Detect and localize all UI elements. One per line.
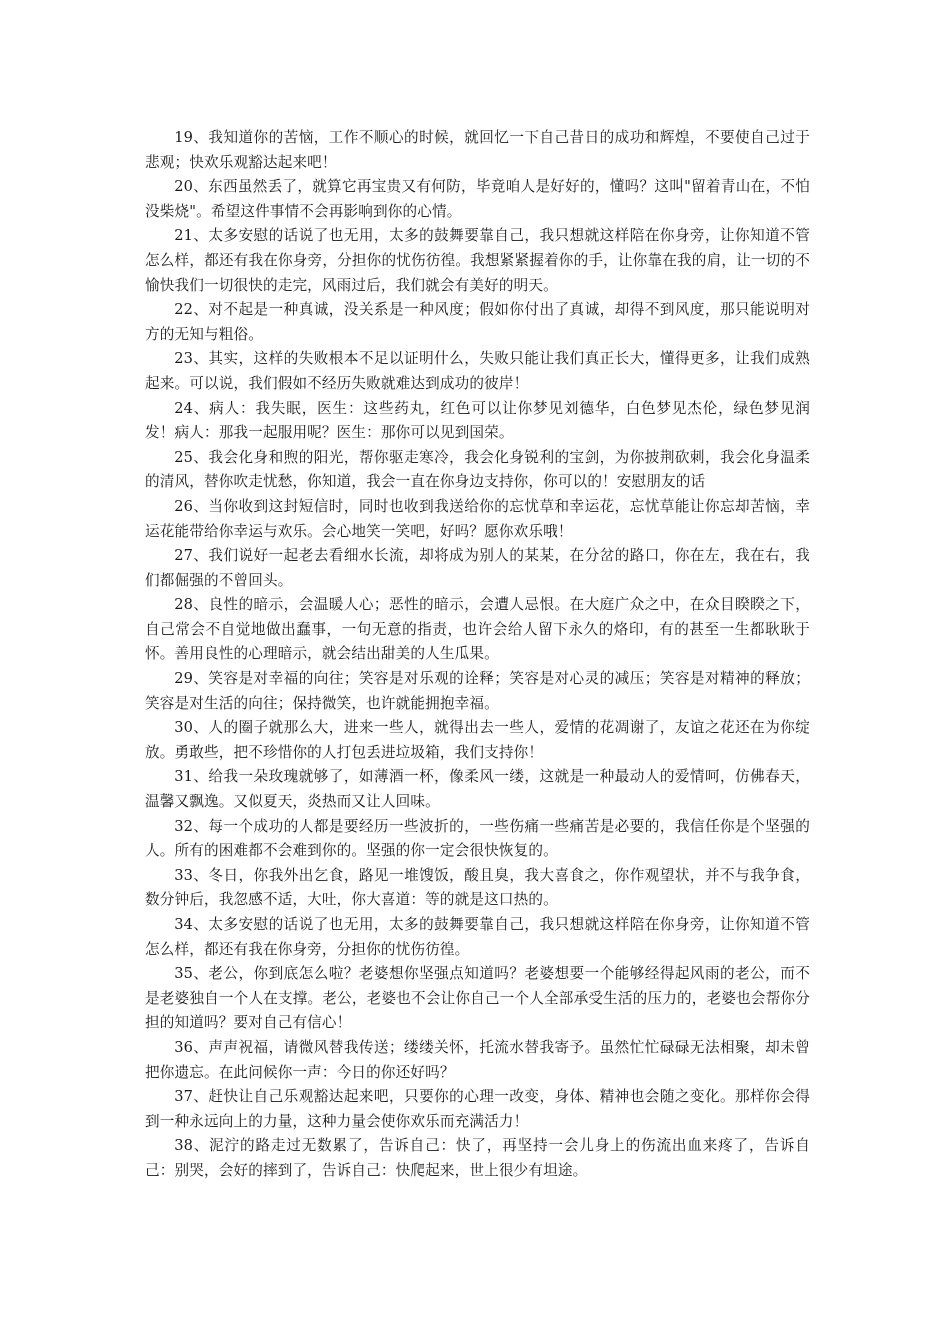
paragraph-34: 34、太多安慰的话说了也无用，太多的鼓舞要靠自己，我只想就这样陪在你身旁，让你知道不管怎么样，都还有我在你身旁，分担你的忧伤彷徨。 bbox=[145, 916, 810, 958]
paragraph-20: 20、东西虽然丢了，就算它再宝贵又有何防，毕竟咱人是好好的，懂吗？这叫"留着青山在，不怕没柴烧"。希望这件事情不会再影响到你的心情。 bbox=[145, 178, 810, 220]
paragraph-28: 28、良性的暗示，会温暖人心；恶性的暗示，会遭人忌恨。在大庭广众之中，在众目睽睽之下，自己常会不自觉地做出蠢事，一句无意的指责，也许会给人留下永久的烙印，有的甚至一生都耿耿于怀。善用良性的心理暗示，就会结出甜美的人生瓜果。 bbox=[145, 596, 810, 663]
paragraph-22: 22、对不起是一种真诚，没关系是一种风度；假如你付出了真诚，却得不到风度，那只能说明对方的无知与粗俗。 bbox=[145, 301, 810, 343]
paragraph-32: 32、每一个成功的人都是要经历一些波折的，一些伤痛一些痛苦是必要的，我信任你是个坚强的人。所有的困难都不会难到你的。坚强的你一定会很快恢复的。 bbox=[145, 817, 810, 860]
paragraph-37: 37、赶快让自己乐观豁达起来吧，只要你的心理一改变，身体、精神也会随之变化。那样你会得到一种永远向上的力量，这种力量会使你欢乐而充满活力！ bbox=[145, 1088, 810, 1130]
paragraph-23: 23、其实，这样的失败根本不足以证明什么，失败只能让我们真正长大，懂得更多，让我们成熟起来。可以说，我们假如不经历失败就难达到成功的彼岸！ bbox=[145, 350, 810, 392]
paragraph-26: 26、当你收到这封短信时，同时也收到我送给你的忘忧草和幸运花，忘忧草能让你忘却苦恼，幸运花能带给你幸运与欢乐。会心地笑一笑吧，好吗？愿你欢乐哦！ bbox=[145, 497, 810, 540]
paragraph-33: 33、冬日，你我外出乞食，路见一堆馊饭，酸且臭，我大喜食之，你作观望状，并不与我争食，数分钟后，我忽感不适，大吐，你大喜道：等的就是这口热的。 bbox=[145, 866, 810, 909]
paragraph-30: 30、人的圈子就那么大，进来一些人，就得出去一些人，爱情的花凋谢了，友谊之花还在为你绽放。勇敢些，把不珍惜你的人打包丢进垃圾箱，我们支持你！ bbox=[145, 719, 810, 761]
document-body bbox=[145, 126, 810, 1184]
paragraph-25: 25、我会化身和煦的阳光，帮你驱走寒冷，我会化身锐利的宝剑，为你披荆砍刺，我会化身温柔的清风，替你吹走忧愁，你知道，我会一直在你身边支持你，你可以的！安慰朋友的话 bbox=[145, 448, 810, 491]
paragraph-29: 29、笑容是对幸福的向往；笑容是对乐观的诠释；笑容是对心灵的减压；笑容是对精神的释放；笑容是对生活的向往；保持微笑，也许就能拥抱幸福。 bbox=[145, 670, 810, 712]
paragraph-24: 24、病人：我失眠，医生：这些药丸，红色可以让你梦见刘德华，白色梦见杰伦，绿色梦见润发！病人：那我一起服用呢？医生：那你可以见到国荣。 bbox=[145, 399, 810, 442]
paragraph-27: 27、我们说好一起老去看细水长流，却将成为别人的某某，在分岔的路口，你在左，我在右，我们都倔强的不曾回头。 bbox=[145, 547, 810, 589]
paragraph-19: 19、我知道你的苦恼，工作不顺心的时候，就回忆一下自己昔日的成功和辉煌，不要使自己过于悲观；快欢乐观豁达起来吧！ bbox=[145, 129, 810, 171]
paragraph-36: 36、声声祝福，请微风替我传送；缕缕关怀，托流水替我寄予。虽然忙忙碌碌无法相聚，却未曾把你遗忘。在此问候你一声：今日的你还好吗？ bbox=[145, 1038, 810, 1081]
paragraph-21: 21、太多安慰的话说了也无用，太多的鼓舞要靠自己，我只想就这样陪在你身旁，让你知道不管怎么样，都还有我在你身旁，分担你的忧伤彷徨。我想紧紧握着你的手，让你靠在我的肩，让一切的不愉快我们一切很快的走完，风雨过后，我们就会有美好的明天。 bbox=[145, 227, 810, 294]
paragraph-35: 35、老公，你到底怎么啦？老婆想你坚强点知道吗？老婆想要一个能够经得起风雨的老公，而不是老婆独自一个人在支撑。老公，老婆也不会让你自己一个人全部承受生活的压力的，老婆也会帮你分担的知道吗？要对自己有信心！ bbox=[145, 965, 810, 1032]
paragraph-38: 38、泥泞的路走过无数累了，告诉自己：快了，再坚持一会儿身上的伤流出血来疼了，告诉自己：别哭，会好的摔到了，告诉自己：快爬起来，世上很少有坦途。 bbox=[145, 1137, 810, 1179]
paragraph-31: 31、给我一朵玫瑰就够了，如薄酒一杯，像柔风一缕，这就是一种最动人的爱情呵，仿佛春天，温馨又飘逸。又似夏天，炎热而又让人回味。 bbox=[145, 768, 810, 811]
